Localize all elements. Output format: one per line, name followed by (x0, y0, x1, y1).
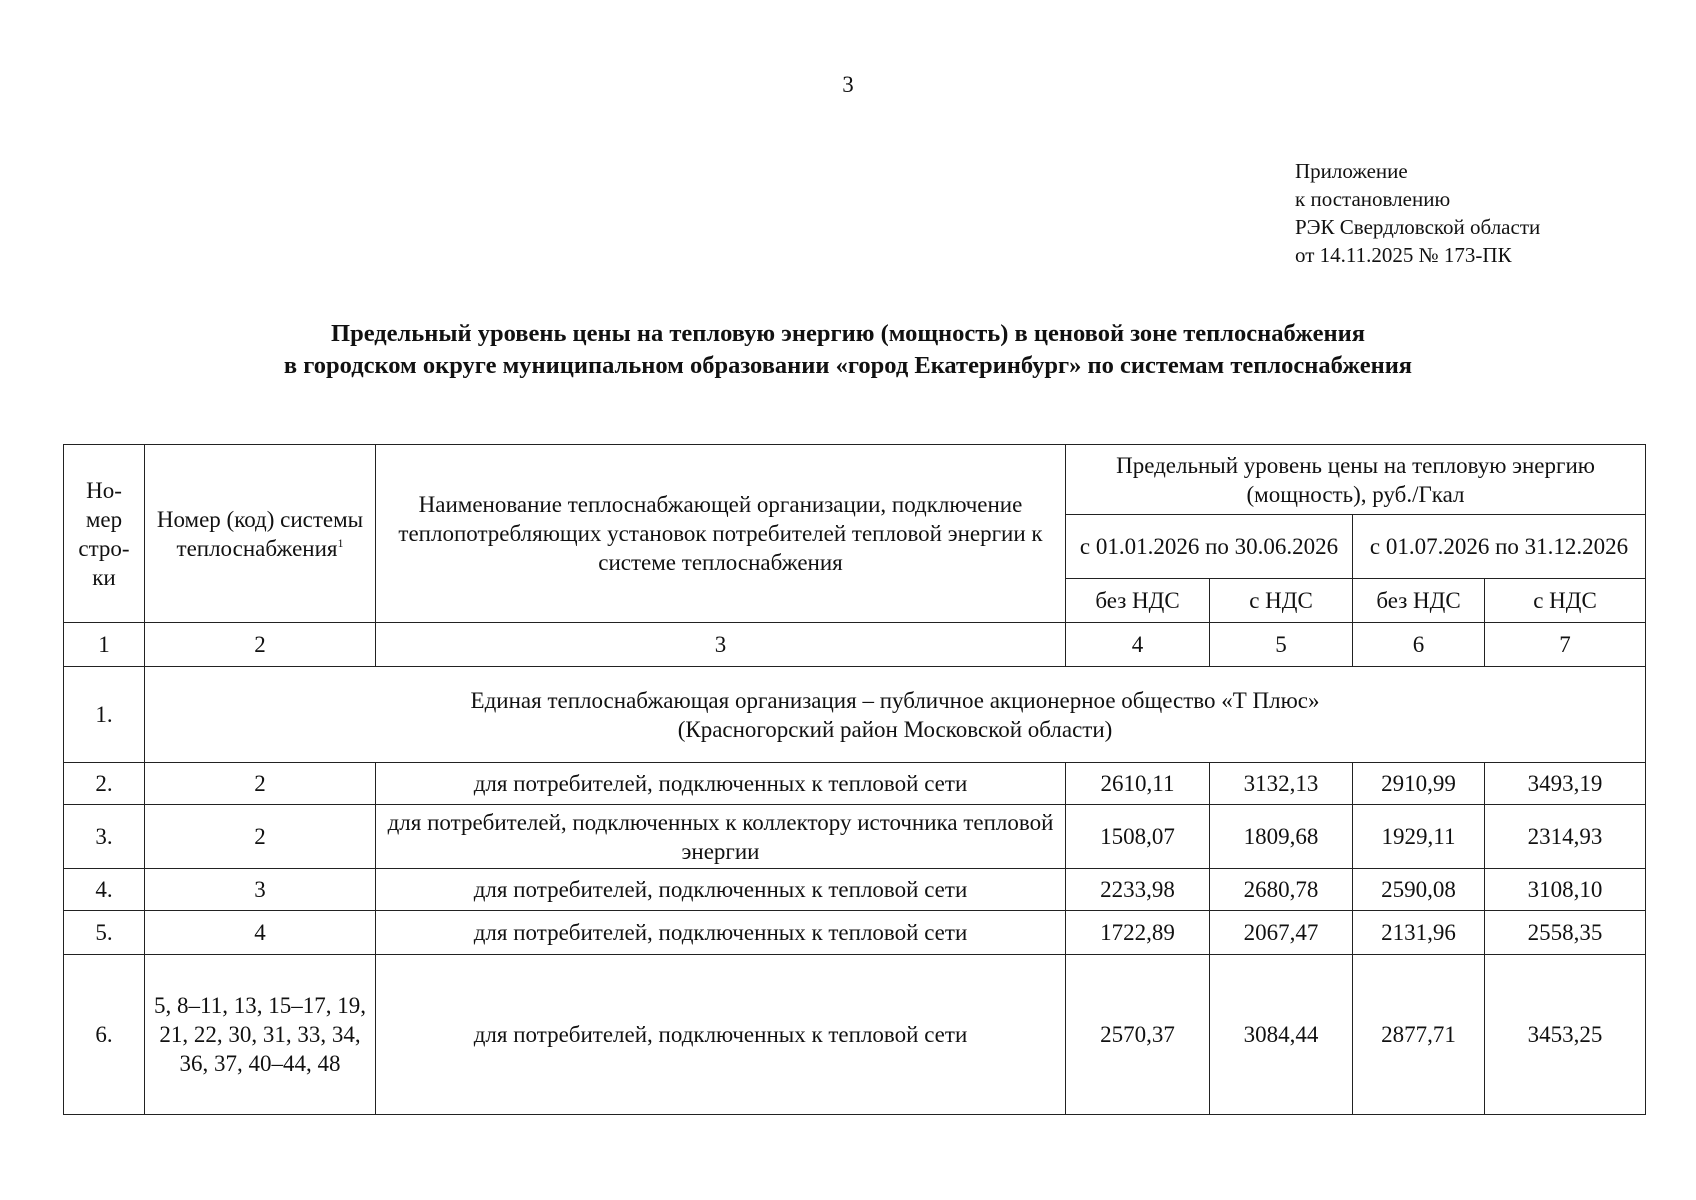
footnote-marker: 1 (337, 535, 344, 550)
header-org-name: Наименование теплоснабжающей организации, подключение теплопотребляющих установок потребителей тепловой энергии к системе теплоснабжения (376, 445, 1066, 623)
price-cell: 2570,37 (1066, 955, 1210, 1115)
header-period-1: с 01.01.2026 по 30.06.2026 (1066, 515, 1353, 579)
price-cell: 2314,93 (1485, 805, 1646, 869)
header-without-vat: без НДС (1353, 579, 1485, 623)
appendix-line: от 14.11.2025 № 173-ПК (1295, 243, 1512, 267)
appendix-line: Приложение (1295, 159, 1408, 183)
header-with-vat: с НДС (1210, 579, 1353, 623)
price-cell: 2067,47 (1210, 911, 1353, 955)
price-cell: 2910,99 (1353, 763, 1485, 805)
column-number: 5 (1210, 623, 1353, 667)
header-system-code-label: Номер (код) системы теплоснабжения (156, 506, 364, 561)
price-cell: 2680,78 (1210, 869, 1353, 911)
price-cell: 3084,44 (1210, 955, 1353, 1115)
row-number: 4. (64, 869, 145, 911)
price-cell: 2610,11 (1066, 763, 1210, 805)
price-cell: 2131,96 (1353, 911, 1485, 955)
price-cell: 2877,71 (1353, 955, 1485, 1115)
header-with-vat: с НДС (1485, 579, 1646, 623)
tariff-table (63, 444, 1646, 1115)
row-number: 6. (64, 955, 145, 1115)
price-cell: 3453,25 (1485, 955, 1646, 1115)
connection-description: для потребителей, подключенных к тепловой сети (376, 911, 1066, 955)
connection-description: для потребителей, подключенных к тепловой сети (376, 869, 1066, 911)
connection-description: для потребителей, подключенных к тепловой сети (376, 955, 1066, 1115)
title-line: Предельный уровень цены на тепловую энергию (мощность) в ценовой зоне теплоснабжения (331, 320, 1365, 347)
price-cell: 1809,68 (1210, 805, 1353, 869)
organization-heading (145, 667, 1646, 763)
table-row (64, 869, 1646, 911)
column-number: 7 (1485, 623, 1646, 667)
document-title (60, 318, 1636, 382)
title-line: в городском округе муниципальном образовании «город Екатеринбург» по системам теплоснабжения (283, 352, 1413, 379)
column-number: 4 (1066, 623, 1210, 667)
column-number: 6 (1353, 623, 1485, 667)
price-cell: 3493,19 (1485, 763, 1646, 805)
appendix-block (1295, 157, 1540, 269)
row-number: 3. (64, 805, 145, 869)
system-code: 5, 8–11, 13, 15–17, 19, 21, 22, 30, 31, 33, 34, 36, 37, 40–44, 48 (145, 955, 376, 1115)
header-system-code (145, 445, 376, 623)
table-row (64, 911, 1646, 955)
price-cell: 2558,35 (1485, 911, 1646, 955)
page-number: 3 (842, 72, 854, 97)
connection-description: для потребителей, подключенных к тепловой сети (376, 763, 1066, 805)
table-row (64, 805, 1646, 869)
connection-description: для потребителей, подключенных к коллектору источника тепловой энергии (376, 805, 1066, 869)
price-cell: 1722,89 (1066, 911, 1210, 955)
table-row (64, 955, 1646, 1115)
appendix-line: РЭК Свердловской области (1295, 215, 1541, 239)
price-cell: 3108,10 (1485, 869, 1646, 911)
price-cell: 2233,98 (1066, 869, 1210, 911)
column-number: 3 (376, 623, 1066, 667)
system-code: 2 (145, 763, 376, 805)
table-row (64, 763, 1646, 805)
price-cell: 2590,08 (1353, 869, 1485, 911)
header-price-group: Предельный уровень цены на тепловую энергию (мощность), руб./Гкал (1066, 445, 1646, 515)
header-without-vat: без НДС (1066, 579, 1210, 623)
row-number: 2. (64, 763, 145, 805)
organization-region: (Красногорский район Московской области) (677, 716, 1113, 742)
system-code: 3 (145, 869, 376, 911)
header-period-2: с 01.07.2026 по 31.12.2026 (1353, 515, 1646, 579)
price-cell: 1508,07 (1066, 805, 1210, 869)
system-code: 2 (145, 805, 376, 869)
row-number: 1. (64, 667, 145, 763)
price-cell: 1929,11 (1353, 805, 1485, 869)
column-number: 1 (64, 623, 145, 667)
price-cell: 3132,13 (1210, 763, 1353, 805)
header-row-number: Но-мер стро-ки (64, 445, 145, 623)
appendix-line: к постановлению (1295, 187, 1451, 211)
column-number: 2 (145, 623, 376, 667)
row-number: 5. (64, 911, 145, 955)
system-code: 4 (145, 911, 376, 955)
organization-name: Единая теплоснабжающая организация – публичное акционерное общество «Т Плюс» (470, 687, 1320, 713)
